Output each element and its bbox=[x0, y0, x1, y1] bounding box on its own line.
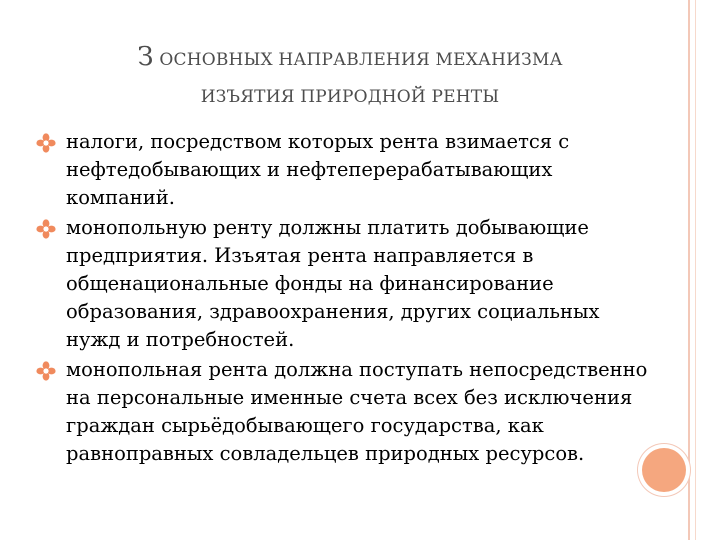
right-border-line bbox=[688, 0, 690, 540]
title-line-1-rest: ОСНОВНЫХ НАПРАВЛЕНИЯ МЕХАНИЗМА bbox=[153, 50, 563, 70]
bullet-item bbox=[36, 128, 656, 212]
bullet-item bbox=[36, 356, 656, 468]
bullet-item bbox=[36, 214, 656, 354]
right-border-line-inner bbox=[695, 0, 696, 540]
bullet-text: монопольную ренту должны платить добывающие предприятия. Изъятая рента направляется в общенациональные фонды на финансирование образования, здравоохранения, других социальных нужд и потребностей. bbox=[66, 216, 600, 351]
bullet-text: монопольная рента должна поступать непосредственно на персональные именные счета всех без исключения граждан сырьёдобывающего государства, как равноправных совладельцев природных ресурсов. bbox=[66, 358, 648, 465]
title-line-2: ИЗЪЯТИЯ ПРИРОДНОЙ РЕНТЫ bbox=[200, 87, 500, 107]
flower-bullet-icon bbox=[36, 219, 56, 239]
title-initial: З bbox=[137, 42, 154, 72]
flower-bullet-icon bbox=[36, 133, 56, 153]
flower-bullet-icon bbox=[36, 361, 56, 381]
title-line-1 bbox=[60, 40, 640, 74]
bullet-text: налоги, посредством которых рента взимается с нефтедобывающих и нефтеперерабатывающих компаний. bbox=[66, 130, 570, 209]
bullet-list bbox=[36, 128, 656, 470]
slide-title bbox=[60, 40, 640, 114]
